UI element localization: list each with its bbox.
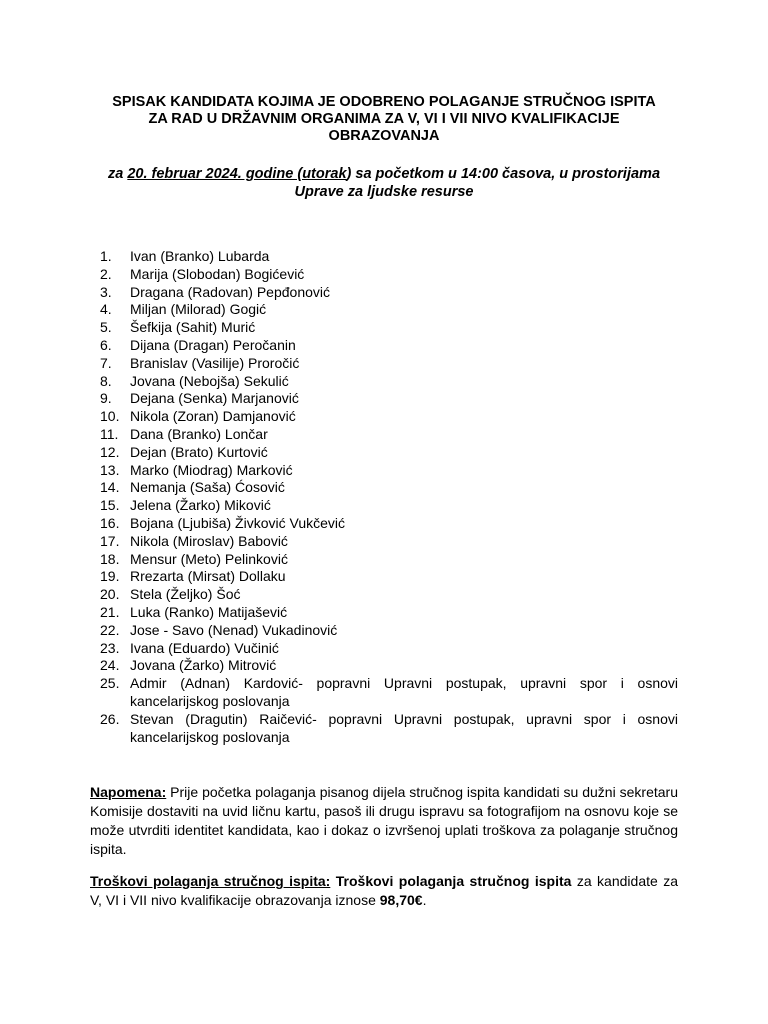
list-item-number: 14.: [100, 479, 120, 496]
list-item-number: 12.: [100, 443, 120, 460]
list-item: [100, 373, 678, 391]
subtitle-rest: sa početkom u 14:00 časova, u prostorijama: [351, 166, 661, 182]
list-item-number: 1.: [100, 248, 112, 264]
list-item: [100, 675, 678, 711]
list-item: [100, 462, 678, 480]
costs-bold-text: Troškovi polaganja stručnog ispita: [330, 873, 572, 889]
subtitle-line2: Uprave za ljudske resurse: [294, 184, 474, 200]
list-item: [100, 426, 678, 444]
list-item-name: Jose - Savo (Nenad) Vukadinović: [130, 621, 338, 638]
note-paragraph: [90, 783, 678, 859]
costs-paragraph: [90, 872, 678, 910]
list-item: [100, 266, 678, 284]
subtitle-prefix: za: [107, 166, 128, 182]
list-item-name: Jovana (Žarko) Mitrović: [130, 657, 277, 674]
list-item-name: Dijana (Dragan) Peročanin: [130, 336, 296, 353]
document-title: [60, 94, 708, 145]
list-item-number: 5.: [100, 319, 112, 336]
list-item: [100, 604, 678, 622]
list-item-name: Dejana (Senka) Marjanović: [130, 390, 299, 407]
list-item-name: Marko (Miodrag) Marković: [130, 461, 293, 478]
list-item-number: 20.: [100, 586, 120, 603]
list-item-number: 18.: [100, 550, 120, 567]
list-item-name: Rrezarta (Mirsat) Dollaku: [130, 568, 286, 585]
list-item: [100, 337, 678, 355]
costs-amount: 98,70€: [379, 892, 423, 908]
list-item-name: Marija (Slobodan) Bogićević: [130, 265, 305, 282]
list-item-number: 21.: [100, 603, 120, 620]
list-item: [100, 355, 678, 373]
list-item-name: Nikola (Zoran) Damjanović: [130, 408, 296, 425]
list-item: [100, 284, 678, 302]
candidate-list: [100, 248, 678, 746]
list-item-name: Mensur (Meto) Pelinković: [130, 550, 288, 567]
list-item-number: 17.: [100, 532, 120, 549]
list-item-name: Admir (Adnan) Kardović- popravni Upravni postupak, upravni spor i osnovi kancelarijskog poslovanja: [130, 675, 678, 709]
list-item-name: Ivan (Branko) Lubarda: [130, 248, 270, 264]
list-item: [100, 640, 678, 658]
costs-label: Troškovi polaganja stručnog ispita:: [90, 873, 331, 889]
list-item: [100, 444, 678, 462]
exam-date-subtitle: [60, 165, 708, 201]
list-item-name: Bojana (Ljubiša) Živković Vukčević: [130, 514, 346, 531]
list-item-name: Nemanja (Saša) Ćosović: [130, 479, 285, 496]
list-item-number: 7.: [100, 354, 112, 371]
list-item: [100, 711, 678, 747]
title-line: SPISAK KANDIDATA KOJIMA JE ODOBRENO POLAGANJE STRUČNOG ISPITA: [112, 94, 656, 110]
list-item: [100, 568, 678, 586]
list-item-number: 4.: [100, 301, 112, 318]
list-item-number: 23.: [100, 639, 120, 656]
subtitle-paren: ): [346, 166, 352, 182]
costs-text: za kandidate za V, VI i VII nivo kvalifikacije obrazovanja iznose: [90, 873, 678, 908]
list-item-name: Ivana (Eduardo) Vučinić: [130, 639, 279, 656]
list-item-name: Jelena (Žarko) Miković: [130, 497, 271, 514]
list-item: [100, 622, 678, 640]
list-item-name: Stevan (Dragutin) Raičević- popravni Upravni postupak, upravni spor i osnovi kancelarijskog poslovanja: [130, 710, 678, 745]
list-item-name: Dejan (Brato) Kurtović: [130, 443, 268, 460]
list-item-number: 16.: [100, 514, 120, 531]
costs-end: .: [422, 892, 427, 908]
list-item-name: Šefkija (Sahit) Murić: [130, 319, 256, 336]
list-item: [100, 533, 678, 551]
list-item: [100, 586, 678, 604]
list-item: [100, 319, 678, 337]
list-item-name: Dragana (Radovan) Pepđonović: [130, 283, 331, 300]
list-item-name: Dana (Branko) Lončar: [130, 425, 268, 442]
list-item-name: Miljan (Milorad) Gogić: [130, 301, 267, 318]
list-item-name: Nikola (Miroslav) Babović: [130, 532, 288, 549]
list-item-number: 24.: [100, 657, 120, 674]
list-item-name: Stela (Željko) Šoć: [130, 586, 241, 603]
title-line: ZA RAD U DRŽAVNIM ORGANIMA ZA V, VI I VII NIVO KVALIFIKACIJE: [148, 111, 620, 127]
note-label: Napomena:: [90, 784, 167, 800]
list-item-number: 25.: [100, 675, 120, 692]
list-item-number: 6.: [100, 336, 112, 353]
list-item: [100, 497, 678, 515]
list-item-number: 13.: [100, 461, 120, 478]
list-item: [100, 390, 678, 408]
list-item-number: 8.: [100, 372, 112, 389]
list-item: [100, 301, 678, 319]
list-item: [100, 515, 678, 533]
list-item-number: 2.: [100, 265, 112, 282]
list-item-number: 22.: [100, 621, 120, 638]
list-item-number: 19.: [100, 568, 120, 585]
list-item: [100, 657, 678, 675]
exam-date: 20. februar 2024. godine (utorak: [127, 166, 347, 182]
list-item-name: Jovana (Nebojša) Sekulić: [130, 372, 289, 389]
list-item: [100, 248, 678, 266]
list-item-number: 15.: [100, 497, 120, 514]
list-item-name: Branislav (Vasilije) Proročić: [130, 354, 300, 371]
list-item: [100, 408, 678, 426]
list-item: [100, 551, 678, 569]
title-line: OBRAZOVANJA: [328, 128, 440, 144]
list-item-name: Luka (Ranko) Matijašević: [130, 603, 288, 620]
list-item: [100, 479, 678, 497]
list-item-number: 3.: [100, 283, 112, 300]
list-item-number: 11.: [100, 425, 119, 442]
list-item-number: 26.: [100, 710, 120, 727]
note-text: Prije početka polaganja pisanog dijela stručnog ispita kandidati su dužni sekretaru Komisije dostaviti na uvid ličnu kartu, pasoš ili drugu ispravu sa fotografijom na osnovu koje se može utvrditi identitet kandidata, kao i dokaz o izvršenoj uplati troškova za polaganje stručnog ispita.: [90, 784, 678, 857]
list-item-number: 9.: [100, 390, 112, 407]
list-item-number: 10.: [100, 408, 120, 425]
